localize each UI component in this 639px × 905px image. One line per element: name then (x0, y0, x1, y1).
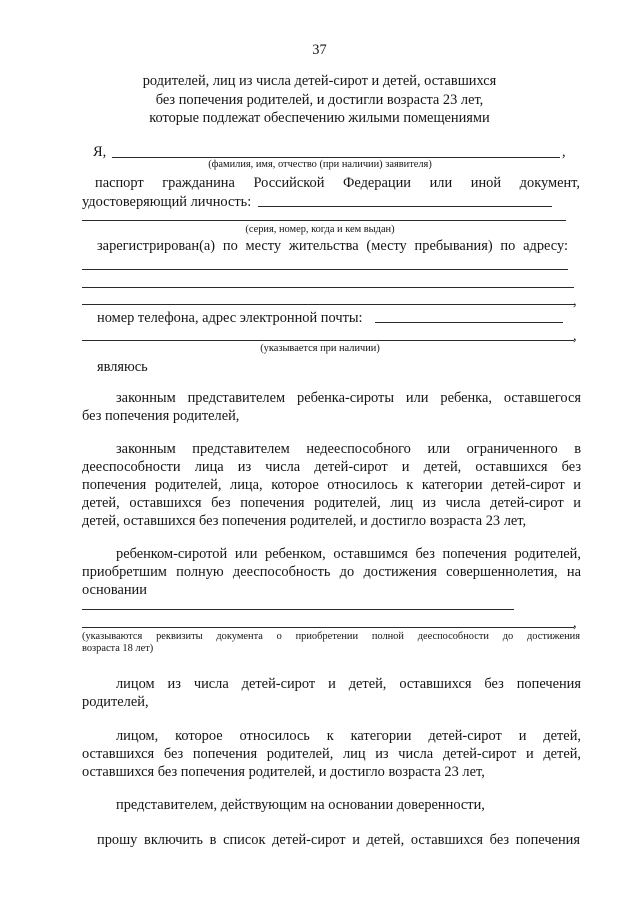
passport-field-1[interactable] (258, 206, 552, 207)
applicant-pronoun: Я, (93, 144, 107, 160)
option-person-from-orphans (82, 675, 581, 711)
option-1-line-1: законным представителем ребенка-сироты или ребенка, оставшегося (116, 390, 581, 406)
registration-comma: , (573, 293, 577, 309)
option-2-line-3: попечения родителей, лица, которое относилось к категории детей-сирот и (82, 477, 581, 493)
option-former-orphan (82, 727, 581, 781)
option-3-line-3: основании (82, 582, 147, 598)
page-number: 37 (312, 42, 327, 58)
option-representative: представителем, действующим на основании доверенности, (116, 797, 485, 813)
option-orphan-emancipated (82, 545, 581, 599)
option-3-line-1: ребенком-сиротой или ребенком, оставшимся без попечения родителей, (116, 546, 581, 562)
option-legal-rep-incapacitated (82, 440, 581, 530)
option-2-line-2: дееспособности лица из числа детей-сирот и детей, оставшихся без (82, 459, 581, 475)
contacts-hint: (указывается при наличии) (260, 343, 380, 354)
address-field-2[interactable] (82, 287, 574, 288)
passport-line-2: удостоверяющий личность: (82, 194, 252, 210)
option-2-line-5: детей, оставшихся без попечения родителей, и достигло возраста 23 лет, (82, 513, 527, 529)
option-3-line-2: приобретшим полную дееспособность до достижения совершеннолетия, на (82, 564, 581, 580)
passport-field-2[interactable] (82, 220, 566, 221)
option-legal-rep-child (82, 389, 581, 425)
passport-line-1: паспорт гражданина Российской Федерации или иной документ, (95, 175, 580, 191)
address-field-1[interactable] (82, 269, 568, 270)
option-5-line-3: оставшихся без попечения родителей, и достигло возраста 23 лет, (82, 764, 485, 780)
option-3-hint-line-1: (указываются реквизиты документа о приобретении полной дееспособности до достижения (82, 631, 580, 642)
option-3-hint-line-2: возраста 18 лет) (82, 643, 154, 654)
applicant-comma: , (562, 144, 566, 160)
heading-line-1: родителей, лиц из числа детей-сирот и детей, оставшихся (142, 73, 497, 89)
contacts-comma: , (573, 328, 577, 344)
contacts-field-2[interactable] (82, 340, 574, 341)
option-4-line-1: лицом из числа детей-сирот и детей, оставшихся без попечения (116, 676, 581, 692)
being-label: являюсь (97, 359, 148, 375)
contacts-field-1[interactable] (375, 322, 563, 323)
document-basis-field-1[interactable] (82, 609, 514, 610)
option-1-line-2: без попечения родителей, (82, 408, 240, 424)
option-4-line-2: родителей, (82, 694, 149, 710)
option-5-line-2: оставшихся без попечения родителей, лиц из числа детей-сирот и детей, (82, 746, 581, 762)
heading-line-2: без попечения родителей, и достигли возраста 23 лет, (155, 92, 484, 108)
request-line: прошу включить в список детей-сирот и детей, оставшихся без попечения (97, 832, 580, 848)
passport-hint: (серия, номер, когда и кем выдан) (245, 224, 395, 235)
registration-label: зарегистрирован(а) по месту жительства (месту пребывания) по адресу: (97, 238, 568, 254)
option-5-line-1: лицом, которое относилось к категории детей-сирот и детей, (116, 728, 581, 744)
contacts-label: номер телефона, адрес электронной почты: (97, 310, 363, 326)
option-3-comma: , (573, 615, 577, 631)
applicant-name-hint: (фамилия, имя, отчество (при наличии) заявителя) (208, 159, 432, 170)
option-2-line-4: детей, оставшихся без попечения родителей, лиц из числа детей-сирот и (82, 495, 581, 511)
heading-line-3: которые подлежат обеспечению жилыми помещениями (149, 110, 490, 126)
applicant-name-field[interactable] (112, 157, 560, 158)
address-field-3[interactable] (82, 304, 574, 305)
option-2-line-1: законным представителем недееспособного или ограниченного в (116, 441, 581, 457)
document-basis-field-2[interactable] (82, 627, 574, 628)
